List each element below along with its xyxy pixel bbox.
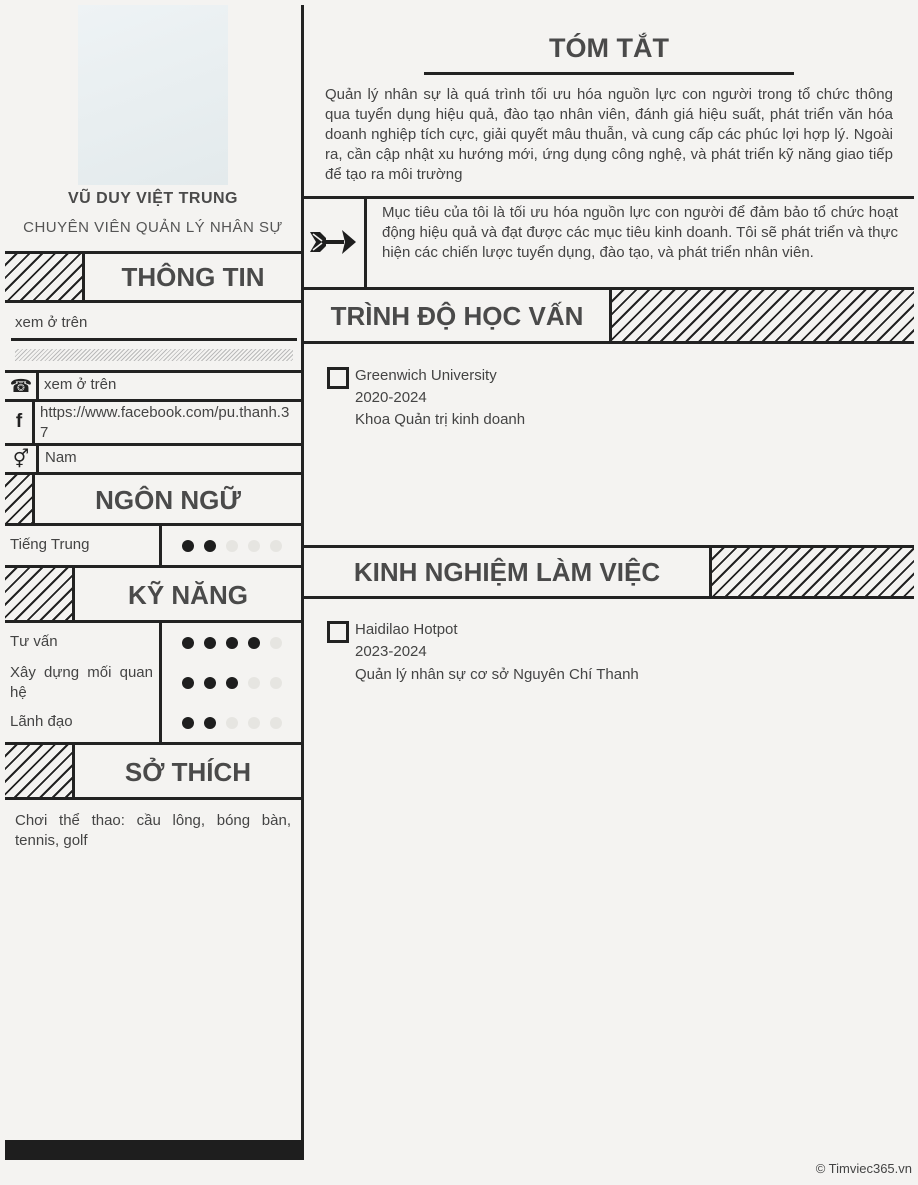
- section-title-languages: NGÔN NGỮ: [95, 485, 241, 515]
- rating-dot-empty: [270, 677, 282, 689]
- objective-text: Mục tiêu của tôi là tối ưu hóa nguồn lực con người để đảm bảo tổ chức hoạt động hiệu quả và đạt được các mục tiêu kinh doanh. Tôi sẽ phát triển và thực hiện các chiến lược tuyển dụng, đào tạo, và phát triển nhân viên.: [382, 204, 898, 261]
- skill-level: [182, 637, 282, 649]
- hatch-block: [612, 290, 914, 341]
- info-gender: Nam: [45, 449, 77, 466]
- rating-dot-empty: [226, 540, 238, 552]
- rating-dot-filled: [226, 677, 238, 689]
- language-level: [182, 540, 282, 552]
- experience-role: Quản lý nhân sự cơ sở Nguyên Chí Thanh: [355, 666, 639, 683]
- divider: [304, 596, 914, 599]
- hatch-block: [5, 475, 32, 523]
- title-underline: [424, 72, 794, 75]
- skill-name: Lãnh đạo: [10, 713, 73, 730]
- hatch-block: [5, 254, 82, 301]
- summary-text: Quản lý nhân sự là quá trình tối ưu hóa nguồn lực con người trong tổ chức thông qua tuyển dụng hiệu quả, đào tạo nhân viên, đánh giá hiệu suất, phát triển văn hóa doanh nghiệp tích cực, giải quyết mâu thuẫn, và cung cấp các phúc lợi hợp lý. Ngoài ra, cần cập nhật xu hướng mới, ứng dụng công nghệ, và phát triển kỹ năng giao tiếp để tạo ra môi trường: [325, 86, 893, 183]
- rating-dot-filled: [204, 717, 216, 729]
- info-top-value: xem ở trên: [15, 314, 88, 331]
- education-period: 2020-2024: [355, 389, 427, 406]
- info-phone: xem ở trên: [44, 376, 117, 393]
- section-title-info: THÔNG TIN: [121, 262, 265, 292]
- rating-dot-filled: [182, 540, 194, 552]
- divider: [5, 523, 301, 526]
- rating-dot-filled: [182, 677, 194, 689]
- divider: [5, 300, 301, 303]
- skill-name: Tư vấn: [10, 633, 58, 650]
- rating-dot-empty: [270, 637, 282, 649]
- rating-dot-empty: [248, 717, 260, 729]
- rating-dot-filled: [204, 677, 216, 689]
- skill-level: [182, 677, 282, 689]
- arrow-icon: [307, 222, 359, 262]
- facebook-icon: f: [15, 411, 23, 432]
- hatch-block: [5, 745, 72, 797]
- divider: [5, 472, 301, 475]
- education-checkbox-icon: [327, 367, 349, 389]
- divider: [5, 399, 301, 402]
- rating-dot-empty: [226, 717, 238, 729]
- hatch-block: [712, 548, 914, 596]
- experience-period: 2023-2024: [355, 643, 427, 660]
- divider: [36, 446, 39, 472]
- divider: [159, 623, 162, 743]
- avatar: [78, 5, 228, 185]
- section-title-experience: KINH NGHIỆM LÀM VIỆC: [353, 557, 661, 587]
- rating-dot-empty: [248, 540, 260, 552]
- hobbies-text: Chơi thể thao: cầu lông, bóng bàn, tennis, golf: [15, 812, 291, 849]
- divider: [11, 338, 297, 341]
- divider: [5, 620, 301, 623]
- gender-icon: ⚥: [12, 448, 30, 469]
- section-title-education: TRÌNH ĐỘ HỌC VẤN: [330, 301, 584, 331]
- rating-dot-filled: [204, 540, 216, 552]
- section-title-hobbies: SỞ THÍCH: [124, 757, 252, 787]
- profile-title: CHUYÊN VIÊN QUẢN LÝ NHÂN SỰ: [23, 219, 283, 236]
- info-facebook[interactable]: https://www.facebook.com/pu.thanh.37: [40, 404, 290, 441]
- rating-dot-empty: [248, 677, 260, 689]
- skill-level: [182, 717, 282, 729]
- experience-checkbox-icon: [327, 621, 349, 643]
- divider: [159, 526, 162, 566]
- section-title-skills: KỸ NĂNG: [128, 580, 248, 610]
- footer-credit[interactable]: © Timviec365.vn: [815, 1161, 912, 1176]
- rating-dot-empty: [270, 540, 282, 552]
- phone-icon: ☎: [9, 375, 33, 396]
- education-school: Greenwich University: [355, 367, 497, 384]
- hatch-block: [5, 568, 72, 620]
- divider: [5, 443, 301, 446]
- section-title-summary: TÓM TẮT: [549, 33, 669, 63]
- hatch-strip: [15, 349, 293, 361]
- footer-bar: [5, 1140, 304, 1160]
- profile-name: VŨ DUY VIỆT TRUNG: [68, 190, 238, 207]
- skill-name: Xây dựng mối quan hệ: [10, 664, 153, 701]
- rating-dot-filled: [182, 717, 194, 729]
- language-name: Tiếng Trung: [10, 536, 90, 553]
- rating-dot-empty: [270, 717, 282, 729]
- education-major: Khoa Quản trị kinh doanh: [355, 411, 526, 428]
- rating-dot-filled: [182, 637, 194, 649]
- divider: [5, 370, 301, 373]
- divider: [36, 373, 39, 399]
- experience-company: Haidilao Hotpot: [355, 621, 458, 638]
- divider: [32, 402, 35, 443]
- rating-dot-filled: [248, 637, 260, 649]
- divider: [304, 341, 914, 344]
- divider: [304, 196, 914, 199]
- rating-dot-filled: [226, 637, 238, 649]
- divider: [5, 797, 301, 800]
- divider: [364, 199, 367, 287]
- rating-dot-filled: [204, 637, 216, 649]
